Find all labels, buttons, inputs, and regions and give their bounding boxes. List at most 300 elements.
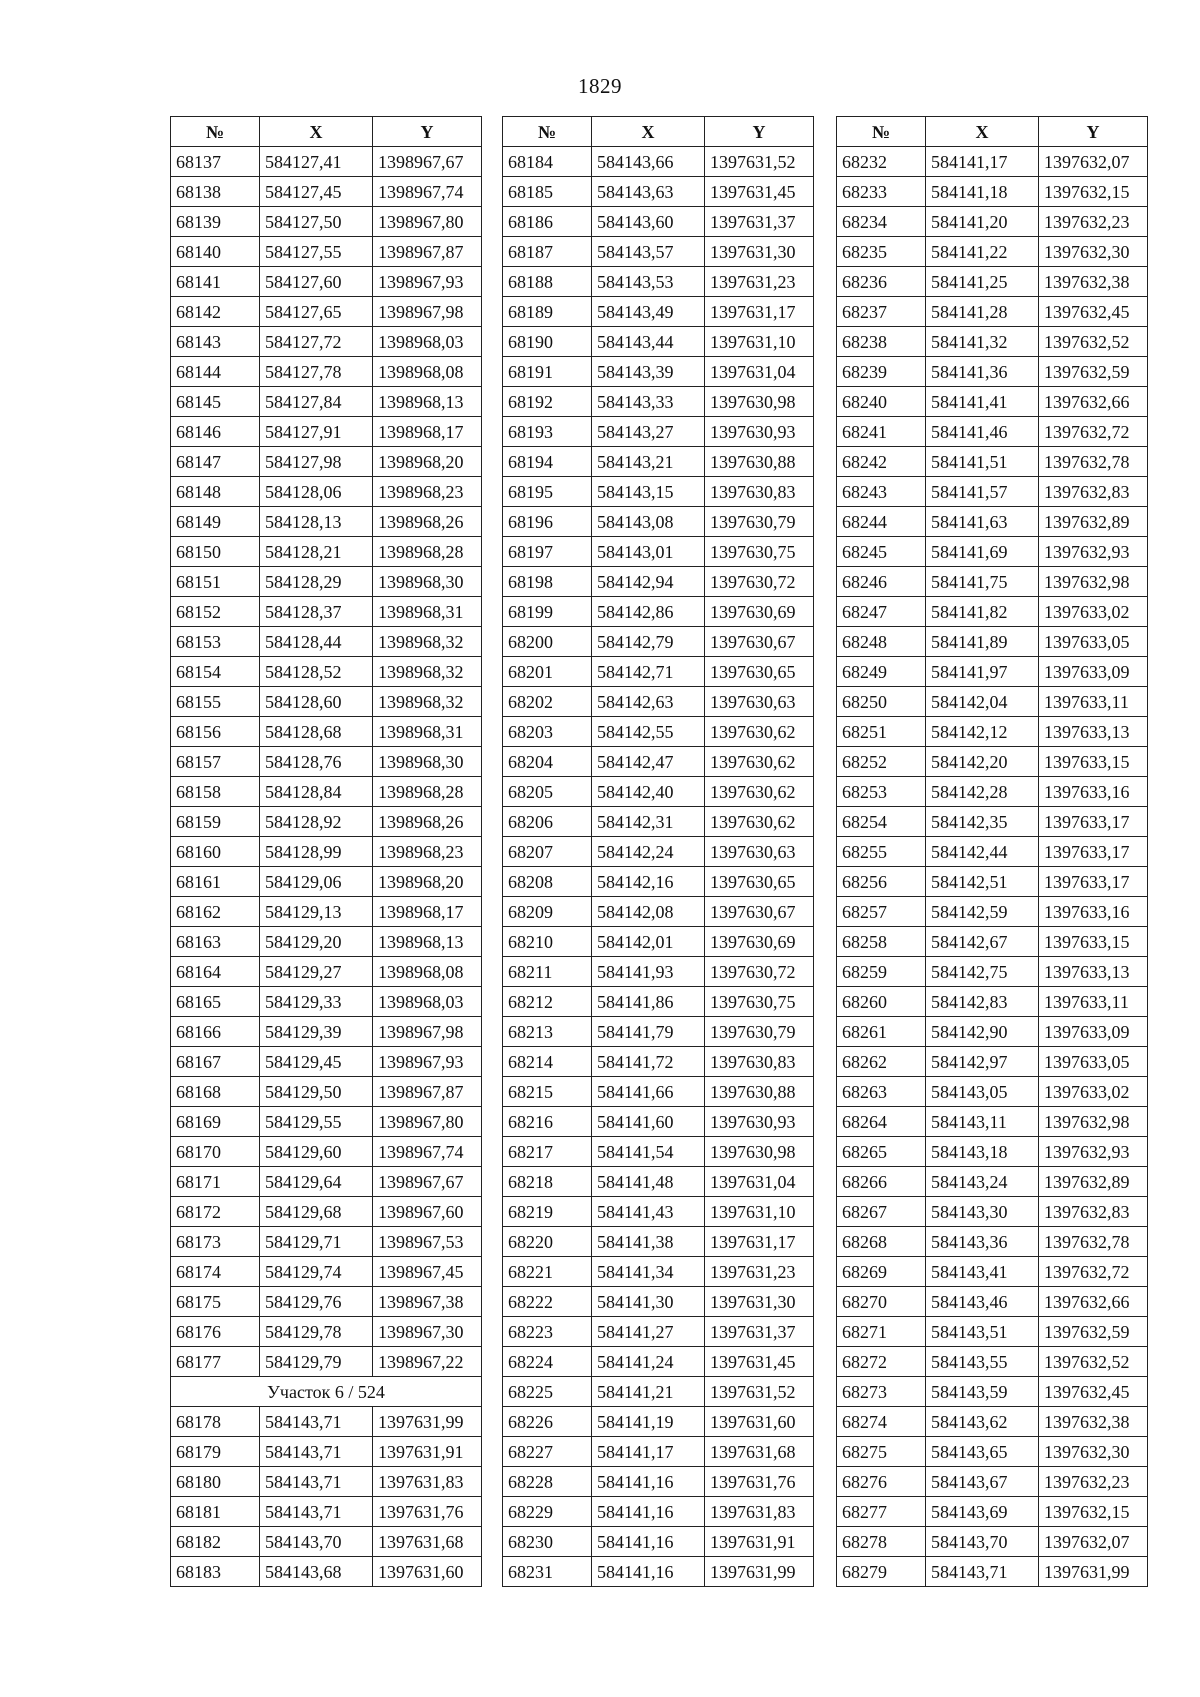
x-cell: 584129,71 <box>260 1227 373 1257</box>
x-cell: 584127,84 <box>260 387 373 417</box>
x-cell: 584143,53 <box>592 267 705 297</box>
y-cell: 1397630,88 <box>705 1077 814 1107</box>
y-cell: 1398967,98 <box>373 1017 482 1047</box>
y-cell: 1397633,05 <box>1039 627 1148 657</box>
table-row <box>171 1497 482 1527</box>
table-row <box>503 1557 814 1587</box>
table-row <box>837 1497 1148 1527</box>
point-number-cell: 68139 <box>171 207 260 237</box>
x-cell: 584143,21 <box>592 447 705 477</box>
y-cell: 1397631,76 <box>373 1497 482 1527</box>
table-row <box>837 987 1148 1017</box>
y-cell: 1397632,59 <box>1039 1317 1148 1347</box>
point-number-cell: 68225 <box>503 1377 592 1407</box>
y-cell: 1397630,62 <box>705 717 814 747</box>
x-cell: 584143,63 <box>592 177 705 207</box>
table-row <box>837 357 1148 387</box>
point-number-cell: 68269 <box>837 1257 926 1287</box>
x-cell: 584141,17 <box>926 147 1039 177</box>
y-cell: 1397632,30 <box>1039 1437 1148 1467</box>
y-cell: 1397632,15 <box>1039 1497 1148 1527</box>
x-cell: 584142,51 <box>926 867 1039 897</box>
y-cell: 1397631,83 <box>373 1467 482 1497</box>
point-number-cell: 68170 <box>171 1137 260 1167</box>
point-number-cell: 68174 <box>171 1257 260 1287</box>
point-number-cell: 68166 <box>171 1017 260 1047</box>
point-number-cell: 68229 <box>503 1497 592 1527</box>
y-cell: 1397630,75 <box>705 987 814 1017</box>
point-number-cell: 68149 <box>171 507 260 537</box>
y-cell: 1398967,38 <box>373 1287 482 1317</box>
x-cell: 584141,57 <box>926 477 1039 507</box>
table-row <box>837 717 1148 747</box>
x-cell: 584142,79 <box>592 627 705 657</box>
point-number-cell: 68185 <box>503 177 592 207</box>
y-cell: 1397632,72 <box>1039 1257 1148 1287</box>
table-row <box>837 1347 1148 1377</box>
section-row <box>171 1377 482 1407</box>
table-row <box>171 1167 482 1197</box>
x-cell: 584141,30 <box>592 1287 705 1317</box>
x-cell: 584143,62 <box>926 1407 1039 1437</box>
table-row <box>171 987 482 1017</box>
table-row <box>837 1287 1148 1317</box>
table-row <box>171 1557 482 1587</box>
y-cell: 1397630,88 <box>705 447 814 477</box>
point-number-cell: 68243 <box>837 477 926 507</box>
y-cell: 1397632,83 <box>1039 1197 1148 1227</box>
x-cell: 584142,59 <box>926 897 1039 927</box>
point-number-cell: 68160 <box>171 837 260 867</box>
table-row <box>837 237 1148 267</box>
point-number-cell: 68148 <box>171 477 260 507</box>
point-number-cell: 68279 <box>837 1557 926 1587</box>
point-number-cell: 68192 <box>503 387 592 417</box>
x-cell: 584127,45 <box>260 177 373 207</box>
table-row <box>837 1137 1148 1167</box>
point-number-cell: 68222 <box>503 1287 592 1317</box>
table-row <box>837 267 1148 297</box>
x-cell: 584141,69 <box>926 537 1039 567</box>
x-cell: 584141,72 <box>592 1047 705 1077</box>
point-number-cell: 68145 <box>171 387 260 417</box>
table-row <box>503 477 814 507</box>
y-cell: 1397632,89 <box>1039 507 1148 537</box>
point-number-cell: 68270 <box>837 1287 926 1317</box>
x-cell: 584143,33 <box>592 387 705 417</box>
x-cell: 584141,75 <box>926 567 1039 597</box>
table-row <box>837 1017 1148 1047</box>
x-cell: 584129,33 <box>260 987 373 1017</box>
point-number-cell: 68180 <box>171 1467 260 1497</box>
x-cell: 584128,06 <box>260 477 373 507</box>
point-number-cell: 68163 <box>171 927 260 957</box>
table-row <box>837 747 1148 777</box>
table-row <box>503 1197 814 1227</box>
point-number-cell: 68137 <box>171 147 260 177</box>
x-cell: 584142,90 <box>926 1017 1039 1047</box>
x-cell: 584128,92 <box>260 807 373 837</box>
y-cell: 1398967,87 <box>373 237 482 267</box>
x-cell: 584141,82 <box>926 597 1039 627</box>
x-cell: 584142,12 <box>926 717 1039 747</box>
y-cell: 1398967,87 <box>373 1077 482 1107</box>
table-row <box>837 1407 1148 1437</box>
point-number-cell: 68231 <box>503 1557 592 1587</box>
point-number-cell: 68261 <box>837 1017 926 1047</box>
x-cell: 584127,98 <box>260 447 373 477</box>
table-row <box>837 1197 1148 1227</box>
x-cell: 584141,36 <box>926 357 1039 387</box>
point-number-cell: 68274 <box>837 1407 926 1437</box>
x-cell: 584141,24 <box>592 1347 705 1377</box>
y-cell: 1397633,02 <box>1039 1077 1148 1107</box>
y-cell: 1397630,63 <box>705 687 814 717</box>
point-number-cell: 68147 <box>171 447 260 477</box>
y-cell: 1398968,13 <box>373 927 482 957</box>
point-number-cell: 68219 <box>503 1197 592 1227</box>
table-row <box>171 807 482 837</box>
table-row <box>171 387 482 417</box>
point-number-cell: 68153 <box>171 627 260 657</box>
y-cell: 1398968,20 <box>373 867 482 897</box>
x-cell: 584141,66 <box>592 1077 705 1107</box>
table-row <box>171 1137 482 1167</box>
table-row <box>171 507 482 537</box>
x-cell: 584142,31 <box>592 807 705 837</box>
point-number-cell: 68146 <box>171 417 260 447</box>
point-number-cell: 68240 <box>837 387 926 417</box>
point-number-cell: 68154 <box>171 657 260 687</box>
point-number-cell: 68195 <box>503 477 592 507</box>
point-number-cell: 68169 <box>171 1107 260 1137</box>
table-row <box>503 1077 814 1107</box>
point-number-cell: 68277 <box>837 1497 926 1527</box>
table-row <box>171 837 482 867</box>
y-cell: 1397631,23 <box>705 267 814 297</box>
table-row <box>503 417 814 447</box>
y-cell: 1397633,17 <box>1039 807 1148 837</box>
y-cell: 1397630,98 <box>705 1137 814 1167</box>
point-number-cell: 68268 <box>837 1227 926 1257</box>
point-number-cell: 68260 <box>837 987 926 1017</box>
table-row <box>171 537 482 567</box>
point-number-cell: 68252 <box>837 747 926 777</box>
y-cell: 1398968,26 <box>373 507 482 537</box>
table-row <box>503 1317 814 1347</box>
x-cell: 584128,84 <box>260 777 373 807</box>
y-cell: 1397632,30 <box>1039 237 1148 267</box>
y-cell: 1397632,38 <box>1039 267 1148 297</box>
point-number-cell: 68158 <box>171 777 260 807</box>
y-cell: 1398968,28 <box>373 777 482 807</box>
table-header-row <box>503 117 814 147</box>
x-cell: 584141,51 <box>926 447 1039 477</box>
coordinates-table-2 <box>502 116 814 1587</box>
y-cell: 1397630,75 <box>705 537 814 567</box>
y-cell: 1398968,32 <box>373 657 482 687</box>
point-number-cell: 68188 <box>503 267 592 297</box>
table-row <box>171 777 482 807</box>
table-row <box>503 1227 814 1257</box>
x-cell: 584141,21 <box>592 1377 705 1407</box>
y-cell: 1398967,67 <box>373 147 482 177</box>
x-cell: 584141,41 <box>926 387 1039 417</box>
point-number-cell: 68150 <box>171 537 260 567</box>
point-number-cell: 68212 <box>503 987 592 1017</box>
x-cell: 584143,66 <box>592 147 705 177</box>
table-row <box>503 177 814 207</box>
table-row <box>837 537 1148 567</box>
x-cell: 584129,74 <box>260 1257 373 1287</box>
y-cell: 1397630,79 <box>705 1017 814 1047</box>
y-cell: 1398968,03 <box>373 987 482 1017</box>
table-header-row <box>171 117 482 147</box>
table-row <box>503 807 814 837</box>
y-cell: 1397630,63 <box>705 837 814 867</box>
y-cell: 1397631,04 <box>705 1167 814 1197</box>
y-cell: 1397633,13 <box>1039 957 1148 987</box>
y-cell: 1397631,30 <box>705 237 814 267</box>
x-cell: 584143,67 <box>926 1467 1039 1497</box>
x-cell: 584142,67 <box>926 927 1039 957</box>
y-cell: 1397632,59 <box>1039 357 1148 387</box>
table-row <box>503 1437 814 1467</box>
y-cell: 1397633,15 <box>1039 927 1148 957</box>
point-number-cell: 68247 <box>837 597 926 627</box>
x-cell: 584142,40 <box>592 777 705 807</box>
y-cell: 1398968,17 <box>373 897 482 927</box>
y-cell: 1397630,72 <box>705 957 814 987</box>
y-cell: 1398968,31 <box>373 597 482 627</box>
x-cell: 584141,22 <box>926 237 1039 267</box>
table-row <box>837 657 1148 687</box>
point-number-cell: 68168 <box>171 1077 260 1107</box>
point-number-cell: 68167 <box>171 1047 260 1077</box>
x-cell: 584127,72 <box>260 327 373 357</box>
y-cell: 1397632,83 <box>1039 477 1148 507</box>
x-cell: 584128,68 <box>260 717 373 747</box>
x-cell: 584141,38 <box>592 1227 705 1257</box>
table-row <box>171 1287 482 1317</box>
x-cell: 584128,37 <box>260 597 373 627</box>
point-number-cell: 68242 <box>837 447 926 477</box>
table-row <box>171 1257 482 1287</box>
x-cell: 584129,78 <box>260 1317 373 1347</box>
point-number-cell: 68189 <box>503 297 592 327</box>
x-cell: 584129,55 <box>260 1107 373 1137</box>
table-row <box>503 507 814 537</box>
point-number-cell: 68202 <box>503 687 592 717</box>
table-row <box>171 1467 482 1497</box>
y-cell: 1397632,38 <box>1039 1407 1148 1437</box>
y-cell: 1397631,37 <box>705 207 814 237</box>
y-cell: 1397633,17 <box>1039 837 1148 867</box>
x-cell: 584128,44 <box>260 627 373 657</box>
point-number-cell: 68144 <box>171 357 260 387</box>
table-row <box>837 777 1148 807</box>
y-cell: 1397631,10 <box>705 1197 814 1227</box>
table-row <box>837 147 1148 177</box>
point-number-cell: 68238 <box>837 327 926 357</box>
table-row <box>171 1197 482 1227</box>
table-row <box>171 1317 482 1347</box>
point-number-cell: 68275 <box>837 1437 926 1467</box>
table-row <box>171 1437 482 1467</box>
point-number-cell: 68194 <box>503 447 592 477</box>
table-row <box>171 357 482 387</box>
point-number-cell: 68142 <box>171 297 260 327</box>
table-row <box>837 567 1148 597</box>
point-number-cell: 68226 <box>503 1407 592 1437</box>
y-cell: 1398967,80 <box>373 207 482 237</box>
point-number-cell: 68164 <box>171 957 260 987</box>
point-number-cell: 68230 <box>503 1527 592 1557</box>
table-row <box>503 627 814 657</box>
y-cell: 1397631,83 <box>705 1497 814 1527</box>
y-cell: 1398968,20 <box>373 447 482 477</box>
table-row <box>503 1047 814 1077</box>
y-cell: 1397632,45 <box>1039 297 1148 327</box>
x-cell: 584142,83 <box>926 987 1039 1017</box>
point-number-cell: 68237 <box>837 297 926 327</box>
point-number-cell: 68266 <box>837 1167 926 1197</box>
point-number-cell: 68218 <box>503 1167 592 1197</box>
x-cell: 584141,25 <box>926 267 1039 297</box>
table-row <box>171 417 482 447</box>
y-cell: 1398967,80 <box>373 1107 482 1137</box>
x-cell: 584129,64 <box>260 1167 373 1197</box>
x-cell: 584129,39 <box>260 1017 373 1047</box>
table-row <box>171 1407 482 1437</box>
x-cell: 584142,16 <box>592 867 705 897</box>
y-cell: 1397632,66 <box>1039 387 1148 417</box>
point-number-cell: 68213 <box>503 1017 592 1047</box>
table-row <box>837 867 1148 897</box>
x-cell: 584141,60 <box>592 1107 705 1137</box>
x-cell: 584129,13 <box>260 897 373 927</box>
x-cell: 584141,16 <box>592 1467 705 1497</box>
table-row <box>837 837 1148 867</box>
x-cell: 584142,86 <box>592 597 705 627</box>
page-number: 1829 <box>578 74 622 98</box>
y-cell: 1398968,30 <box>373 567 482 597</box>
point-number-cell: 68184 <box>503 147 592 177</box>
point-number-cell: 68206 <box>503 807 592 837</box>
y-cell: 1397630,72 <box>705 567 814 597</box>
table-row <box>171 297 482 327</box>
section-label: Участок 6 / 524 <box>171 1377 482 1407</box>
y-cell: 1397633,13 <box>1039 717 1148 747</box>
x-cell: 584143,27 <box>592 417 705 447</box>
point-number-cell: 68276 <box>837 1467 926 1497</box>
y-cell: 1397632,66 <box>1039 1287 1148 1317</box>
table-row <box>837 957 1148 987</box>
table-row <box>171 1527 482 1557</box>
x-cell: 584143,05 <box>926 1077 1039 1107</box>
header-x: X <box>592 117 705 147</box>
coordinates-table-3 <box>836 116 1148 1587</box>
table-row <box>837 1077 1148 1107</box>
point-number-cell: 68214 <box>503 1047 592 1077</box>
y-cell: 1397631,52 <box>705 1377 814 1407</box>
table-row <box>503 1497 814 1527</box>
point-number-cell: 68256 <box>837 867 926 897</box>
y-cell: 1398968,03 <box>373 327 482 357</box>
point-number-cell: 68190 <box>503 327 592 357</box>
point-number-cell: 68216 <box>503 1107 592 1137</box>
point-number-cell: 68258 <box>837 927 926 957</box>
table-row <box>837 927 1148 957</box>
point-number-cell: 68203 <box>503 717 592 747</box>
table-row <box>837 177 1148 207</box>
y-cell: 1397632,93 <box>1039 1137 1148 1167</box>
x-cell: 584142,63 <box>592 687 705 717</box>
table-row <box>503 327 814 357</box>
header-number: № <box>171 117 260 147</box>
x-cell: 584129,45 <box>260 1047 373 1077</box>
x-cell: 584143,41 <box>926 1257 1039 1287</box>
y-cell: 1398967,93 <box>373 1047 482 1077</box>
point-number-cell: 68162 <box>171 897 260 927</box>
y-cell: 1398968,13 <box>373 387 482 417</box>
y-cell: 1397631,68 <box>373 1527 482 1557</box>
point-number-cell: 68278 <box>837 1527 926 1557</box>
table-row <box>503 447 814 477</box>
y-cell: 1398967,45 <box>373 1257 482 1287</box>
y-cell: 1397630,62 <box>705 777 814 807</box>
table-row <box>503 1257 814 1287</box>
table-row <box>171 567 482 597</box>
table-row <box>503 897 814 927</box>
x-cell: 584141,19 <box>592 1407 705 1437</box>
point-number-cell: 68228 <box>503 1467 592 1497</box>
x-cell: 584129,76 <box>260 1287 373 1317</box>
x-cell: 584143,51 <box>926 1317 1039 1347</box>
x-cell: 584141,17 <box>592 1437 705 1467</box>
point-number-cell: 68207 <box>503 837 592 867</box>
point-number-cell: 68257 <box>837 897 926 927</box>
x-cell: 584143,15 <box>592 477 705 507</box>
y-cell: 1397633,05 <box>1039 1047 1148 1077</box>
y-cell: 1398968,28 <box>373 537 482 567</box>
x-cell: 584142,97 <box>926 1047 1039 1077</box>
table-row <box>171 957 482 987</box>
table-row <box>837 597 1148 627</box>
x-cell: 584143,71 <box>260 1467 373 1497</box>
y-cell: 1398968,17 <box>373 417 482 447</box>
x-cell: 584129,50 <box>260 1077 373 1107</box>
y-cell: 1397631,37 <box>705 1317 814 1347</box>
y-cell: 1397630,62 <box>705 807 814 837</box>
table-row <box>503 1137 814 1167</box>
x-cell: 584129,20 <box>260 927 373 957</box>
x-cell: 584127,78 <box>260 357 373 387</box>
point-number-cell: 68251 <box>837 717 926 747</box>
table-row <box>171 207 482 237</box>
y-cell: 1398968,26 <box>373 807 482 837</box>
y-cell: 1397631,91 <box>705 1527 814 1557</box>
point-number-cell: 68223 <box>503 1317 592 1347</box>
y-cell: 1397631,68 <box>705 1437 814 1467</box>
y-cell: 1397630,83 <box>705 1047 814 1077</box>
x-cell: 584143,69 <box>926 1497 1039 1527</box>
x-cell: 584142,04 <box>926 687 1039 717</box>
table-row <box>171 747 482 777</box>
table-row <box>503 387 814 417</box>
table-row <box>503 147 814 177</box>
y-cell: 1397631,45 <box>705 177 814 207</box>
